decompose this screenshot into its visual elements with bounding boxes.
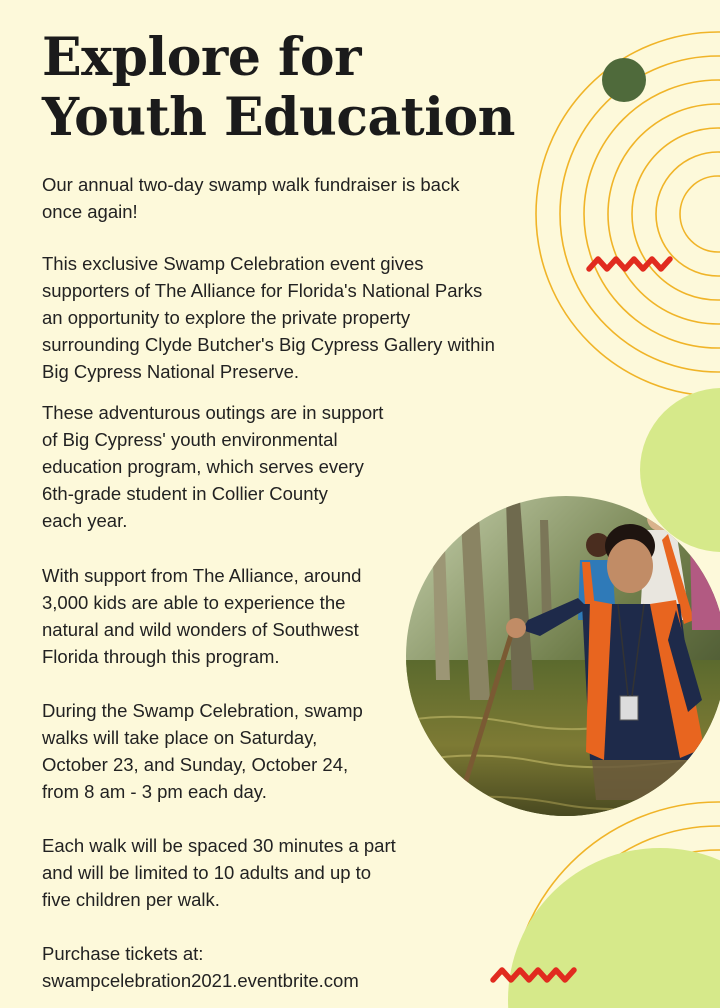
title-line-1: Explore for	[42, 27, 361, 88]
text-line: supporters of The Alliance for Florida's National Parks	[42, 280, 483, 301]
text-line: Big Cypress National Preserve.	[42, 361, 300, 382]
text-line: of Big Cypress' youth environmental	[42, 429, 338, 450]
spacing-paragraph	[42, 832, 396, 913]
text-line: With support from The Alliance, around	[42, 565, 362, 586]
text-line: 6th-grade student in Collier County	[42, 483, 328, 504]
text-line: surrounding Clyde Butcher's Big Cypress Gallery within	[42, 334, 495, 355]
title-line-2: Youth Education	[42, 87, 515, 148]
text-line: once again!	[42, 201, 138, 222]
text-line: walks will take place on Saturday,	[42, 727, 318, 748]
text-line: an opportunity to explore the private property	[42, 307, 411, 328]
alliance-paragraph	[42, 562, 361, 670]
tickets-label: Purchase tickets at:	[42, 943, 204, 964]
text-line: each year.	[42, 510, 128, 531]
text-line: These adventurous outings are in support	[42, 402, 384, 423]
tickets-paragraph	[42, 940, 359, 994]
text-line: 3,000 kids are able to experience the	[42, 592, 346, 613]
intro-paragraph	[42, 171, 459, 225]
schedule-paragraph	[42, 697, 363, 805]
text-line: five children per walk.	[42, 889, 220, 910]
event-paragraph	[42, 250, 495, 385]
text-line: Each walk will be spaced 30 minutes a part	[42, 835, 396, 856]
text-line: Florida through this program.	[42, 646, 280, 667]
dark-green-dot	[602, 58, 646, 102]
text-line: During the Swamp Celebration, swamp	[42, 700, 363, 721]
text-line: Our annual two-day swamp walk fundraiser is back	[42, 174, 460, 195]
page-title	[42, 28, 515, 148]
support-paragraph	[42, 399, 383, 534]
text-line: natural and wild wonders of Southwest	[42, 619, 359, 640]
text-line: education program, which serves every	[42, 456, 364, 477]
text-line: and will be limited to 10 adults and up to	[42, 862, 372, 883]
text-line: October 23, and Sunday, October 24,	[42, 754, 349, 775]
tickets-url[interactable]: swampcelebration2021.eventbrite.com	[42, 970, 359, 991]
text-line: This exclusive Swamp Celebration event gives	[42, 253, 424, 274]
text-line: from 8 am - 3 pm each day.	[42, 781, 267, 802]
